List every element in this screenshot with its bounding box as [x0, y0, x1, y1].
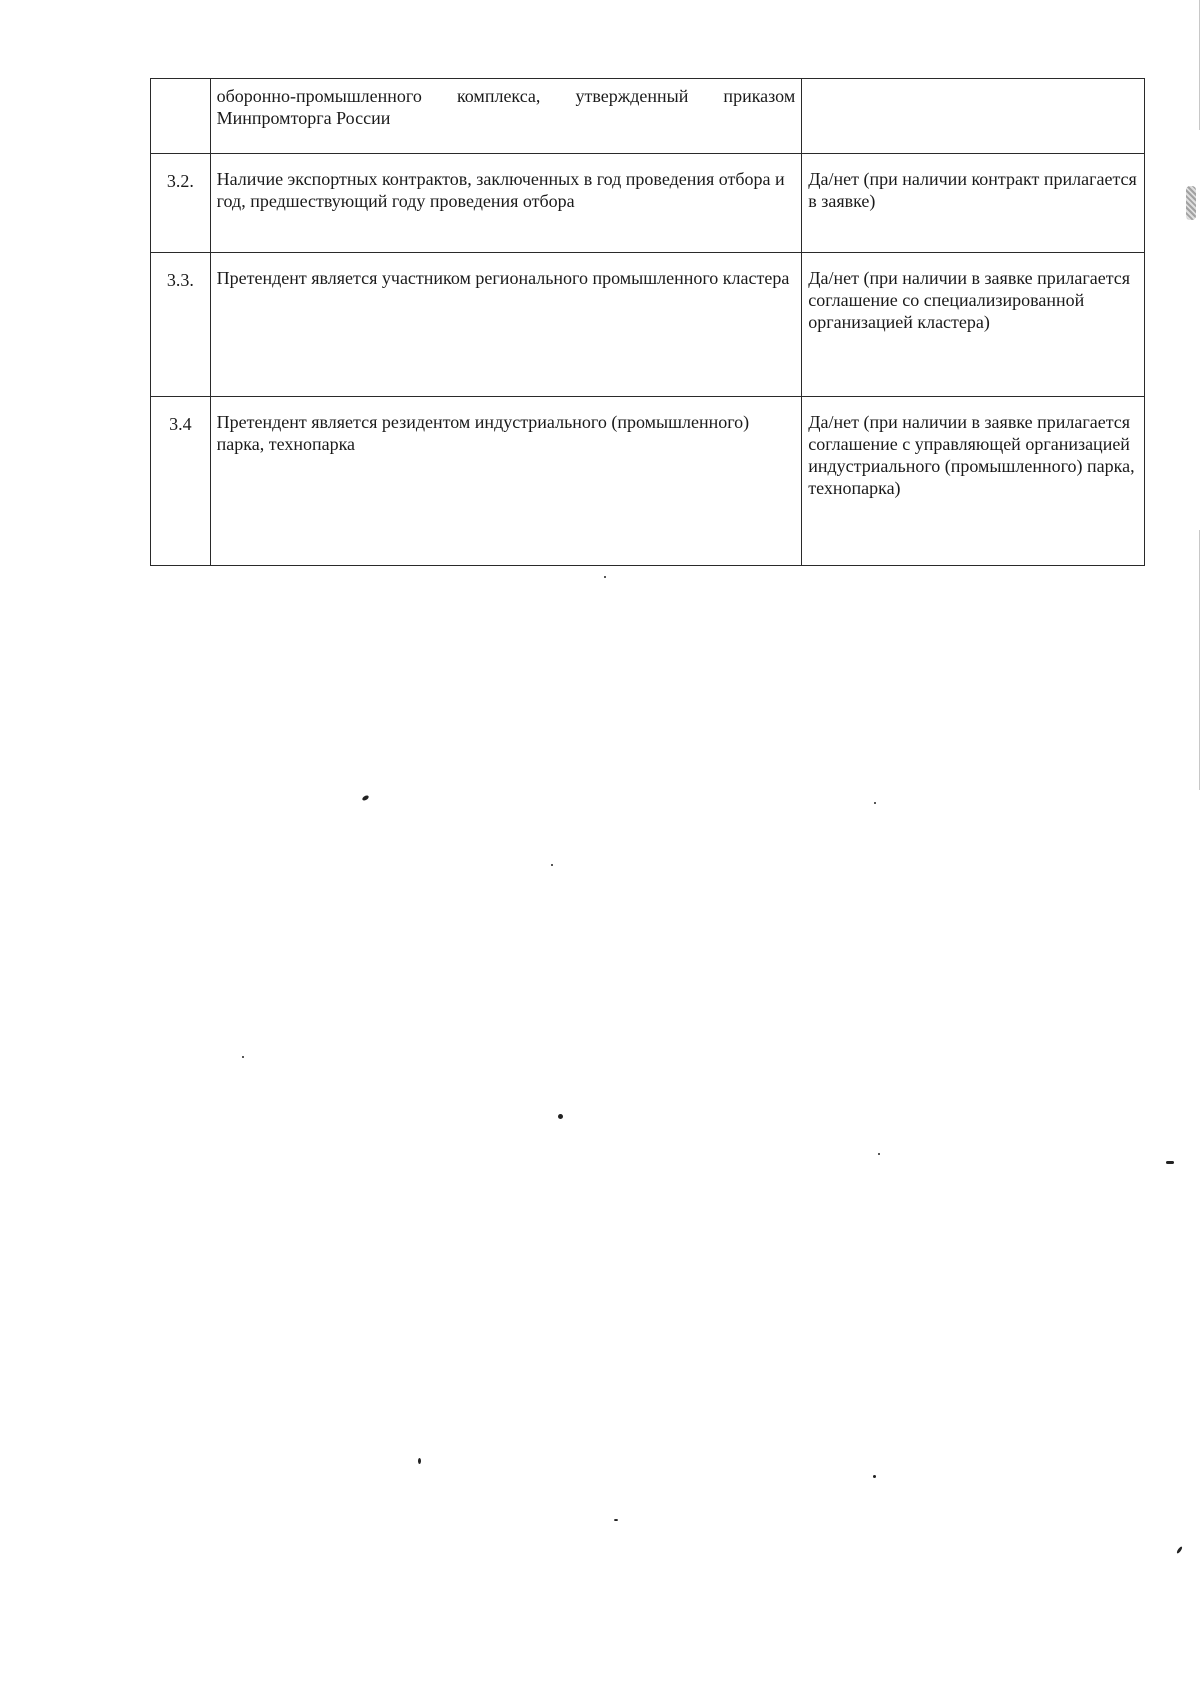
scan-speck [1166, 1161, 1174, 1164]
scan-speck [873, 1475, 876, 1478]
table-row [151, 79, 1145, 154]
scan-speck [614, 1519, 618, 1521]
criterion-description-cell: Претендент является участником регионального промышленного кластера [210, 253, 802, 397]
table-row [151, 253, 1145, 397]
scan-speck [418, 1458, 421, 1464]
scan-speck [551, 864, 553, 866]
row-number-cell: 3.2. [151, 154, 211, 253]
scan-speck [558, 1114, 563, 1119]
row-number-cell: 3.3. [151, 253, 211, 397]
row-number-cell [151, 79, 211, 154]
criterion-description-cell: Наличие экспортных контрактов, заключенных в год проведения отбора и год, предшествующий году проведения отбора [210, 154, 802, 253]
scan-speck [604, 576, 606, 578]
criterion-value-cell [802, 79, 1145, 154]
criterion-description-cell: Претендент является резидентом индустриального (промышленного) парка, технопарка [210, 397, 802, 566]
scan-speck [878, 1153, 880, 1155]
scan-smudge [1186, 186, 1196, 220]
criterion-value-cell: Да/нет (при наличии контракт прилагается в заявке) [802, 154, 1145, 253]
criterion-value-cell: Да/нет (при наличии в заявке прилагается соглашение с управляющей организацией индустриального (промышленного) парка, технопарка) [802, 397, 1145, 566]
criterion-description-line: оборонно-промышленного комплекса, утвержденный приказом [216, 86, 796, 106]
table-row [151, 397, 1145, 566]
scan-speck [1176, 1546, 1183, 1554]
scan-speck [242, 1056, 244, 1058]
criterion-description-line: Минпромторга России [216, 108, 391, 128]
criterion-description-cell [210, 79, 802, 154]
row-number-cell: 3.4 [151, 397, 211, 566]
criteria-table [150, 78, 1145, 566]
scan-speck [874, 802, 876, 804]
table-row [151, 154, 1145, 253]
scan-speck [361, 795, 369, 802]
criterion-value-cell: Да/нет (при наличии в заявке прилагается соглашение со специализированной организацией кластера) [802, 253, 1145, 397]
